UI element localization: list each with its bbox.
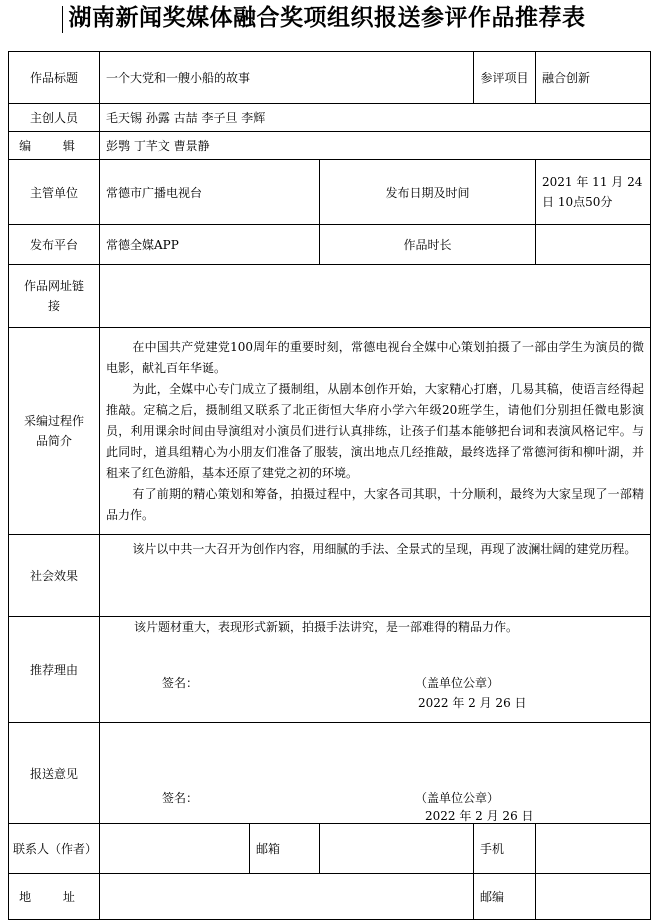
title-label: 作品标题	[9, 52, 100, 104]
reason-label: 推荐理由	[9, 617, 100, 723]
text-cursor	[62, 6, 63, 33]
opinion-date: 2022 年 2 月 26 日	[425, 809, 534, 823]
page-title-text: 湖南新闻奖媒体融合奖项组织报送参评作品推荐表	[68, 5, 586, 31]
opinion-sign-label: 签名：	[162, 791, 199, 805]
category-value[interactable]: 融合创新	[536, 52, 651, 104]
duration-label: 作品时长	[320, 225, 536, 265]
reason-text: 该片题材重大，表现形式新颖，拍摄手法讲究，是一部难得的精品力作。	[134, 620, 519, 634]
row-opinion	[9, 723, 651, 824]
row-platform	[9, 225, 651, 265]
process-paragraph-2: 为此，全媒中心专门成立了摄制组，从剧本创作开始，大家精心打磨，几易其稿，使语言经得起推敲。定稿之后，摄制组又联系了北正街恒大华府小学六年级20班学生，请他们分别担任微电影演员，利用课余时间由导演组对小演员们进行认真排练，让孩子们基本能够把台词和表演风格记牢。与此同时，道具组精心为小朋友们准备了服装，演出地点几经推敲，最终选择了常德河街和柳叶湖，并租来了红色游船，基本还原了建党之初的环境。	[106, 381, 645, 480]
process-label: 采编过程作品简介	[9, 328, 100, 535]
reason-block	[100, 617, 650, 722]
row-effect	[9, 535, 651, 617]
contact-value[interactable]	[100, 824, 250, 874]
url-label: 作品网址链接	[9, 265, 100, 328]
reason-seal-label: （盖单位公章）	[415, 676, 500, 690]
opinion-label: 报送意见	[9, 723, 100, 824]
row-process	[9, 328, 651, 535]
reason-value[interactable]	[100, 617, 651, 723]
pubtime-label: 发布日期及时间	[320, 160, 536, 225]
editors-label-text: 编 辑	[19, 139, 89, 153]
address-value[interactable]	[100, 874, 474, 920]
effect-value[interactable]	[100, 535, 651, 617]
process-value[interactable]	[100, 328, 651, 535]
editors-value[interactable]: 彭鹗 丁芊文 曹景静	[100, 132, 651, 160]
opinion-block	[100, 723, 650, 823]
row-editors	[9, 132, 651, 160]
recommendation-form-table	[8, 51, 651, 920]
address-label-text: 地 址	[19, 890, 89, 904]
row-url	[9, 265, 651, 328]
phone-value[interactable]	[536, 824, 651, 874]
reason-date: 2022 年 2 月 26 日	[418, 696, 527, 710]
category-label: 参评项目	[474, 52, 536, 104]
unit-label: 主管单位	[9, 160, 100, 225]
duration-value[interactable]	[536, 225, 651, 265]
effect-label: 社会效果	[9, 535, 100, 617]
row-reason	[9, 617, 651, 723]
unit-value[interactable]: 常德市广播电视台	[100, 160, 320, 225]
row-title	[9, 52, 651, 104]
page-title	[0, 0, 654, 38]
title-value[interactable]: 一个大党和一艘小船的故事	[100, 52, 474, 104]
creators-value[interactable]: 毛天锡 孙露 古喆 李子旦 李辉	[100, 104, 651, 132]
editors-label	[9, 132, 100, 160]
process-paragraph-1: 在中国共产党建党100周年的重要时刻，常德电视台全媒中心策划拍摄了一部由学生为演员的微电影，献礼百年华诞。	[106, 339, 645, 375]
creators-label: 主创人员	[9, 104, 100, 132]
url-value[interactable]	[100, 265, 651, 328]
reason-sign-label: 签名：	[162, 676, 199, 690]
phone-label: 手机	[474, 824, 536, 874]
platform-value[interactable]: 常德全媒APP	[100, 225, 320, 265]
row-contact	[9, 824, 651, 874]
pubtime-value[interactable]: 2021 年 11 月 24 日 10点50分	[536, 160, 651, 225]
postcode-value[interactable]	[536, 874, 651, 920]
contact-label: 联系人（作者）	[9, 824, 100, 874]
row-creators	[9, 104, 651, 132]
row-unit	[9, 160, 651, 225]
postcode-label: 邮编	[474, 874, 536, 920]
row-address	[9, 874, 651, 920]
email-label: 邮箱	[250, 824, 320, 874]
process-paragraph-3: 有了前期的精心策划和筹备，拍摄过程中，大家各司其职，十分顺利，最终为大家呈现了一部精品力作。	[106, 486, 645, 522]
email-value[interactable]	[320, 824, 474, 874]
opinion-value[interactable]	[100, 723, 651, 824]
effect-text: 该片以中共一大召开为创作内容，用细腻的手法、全景式的呈现，再现了波澜壮阔的建党历程。	[132, 542, 637, 556]
address-label	[9, 874, 100, 920]
opinion-seal-label: （盖单位公章）	[415, 791, 500, 805]
platform-label: 发布平台	[9, 225, 100, 265]
